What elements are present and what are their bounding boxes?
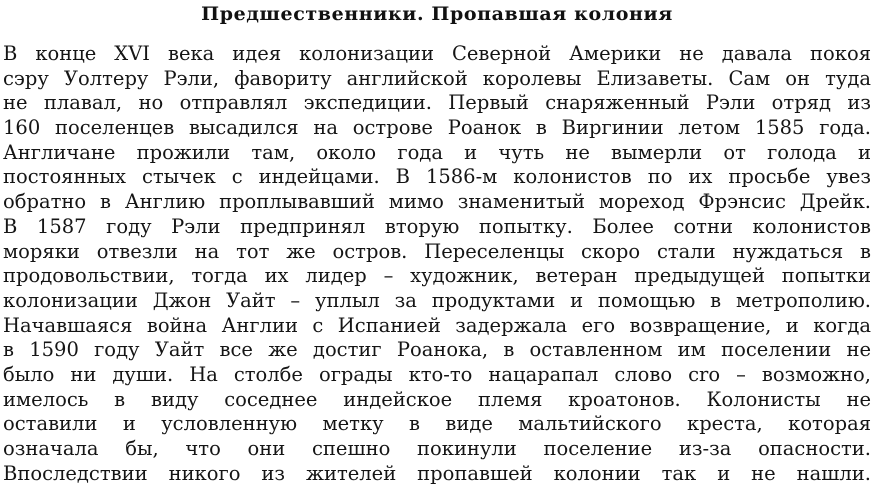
text-line: моряки отвезли на тот же остров. Переселенцы скоро стали нуждаться в [3, 239, 871, 263]
text-line: не плавал, но отправлял экспедиции. Первый снаряженный Рэли отряд из [3, 91, 871, 115]
text-line: Впоследствии никого из жителей пропавшей колонии так и не нашли. [3, 461, 871, 485]
text-line: колонизации Джон Уайт – уплыл за продуктами и помощью в метрополию. [3, 288, 871, 312]
text-line: 160 поселенцев высадился на острове Роанок в Виргинии летом 1585 года. [3, 116, 871, 140]
text-line: обратно в Англию проплывавший мимо знаменитый мореход Фрэнсис Дрейк. [3, 190, 871, 214]
text-line: сэру Уолтеру Рэли, фавориту английской королевы Елизаветы. Сам он туда [3, 66, 871, 90]
text-line: означала бы, что они спешно покинули поселение из-за опасности. [3, 437, 871, 460]
body-paragraph [3, 42, 871, 486]
text-line: постоянных стычек с индейцами. В 1586-м колонистов по их просьбе увез [3, 165, 871, 189]
text-line: продовольствии, тогда их лидер – художник, ветеран предыдущей попытки [3, 264, 871, 288]
text-line: Начавшаяся война Англии с Испанией задержала его возвращение, и когда [3, 313, 871, 337]
text-line: оставили и условленную метку в виде мальтийского креста, которая [3, 412, 871, 436]
text-line: В конце XVI века идея колонизации Северной Америки не давала покоя [3, 42, 871, 65]
text-line: в 1590 году Уайт все же достиг Роанока, в оставленном им поселении не [3, 338, 871, 362]
text-line: было ни души. На столбе ограды кто-то нацарапал слово cro – возможно, [3, 362, 871, 386]
text-line: Англичане прожили там, около года и чуть не вымерли от голода и [3, 140, 871, 164]
text-line: В 1587 году Рэли предпринял вторую попытку. Более сотни колонистов [3, 214, 871, 238]
page-title: Предшественники. Пропавшая колония [201, 3, 673, 25]
text-line: имелось в виду соседнее индейское племя кроатонов. Колонисты не [3, 387, 871, 411]
